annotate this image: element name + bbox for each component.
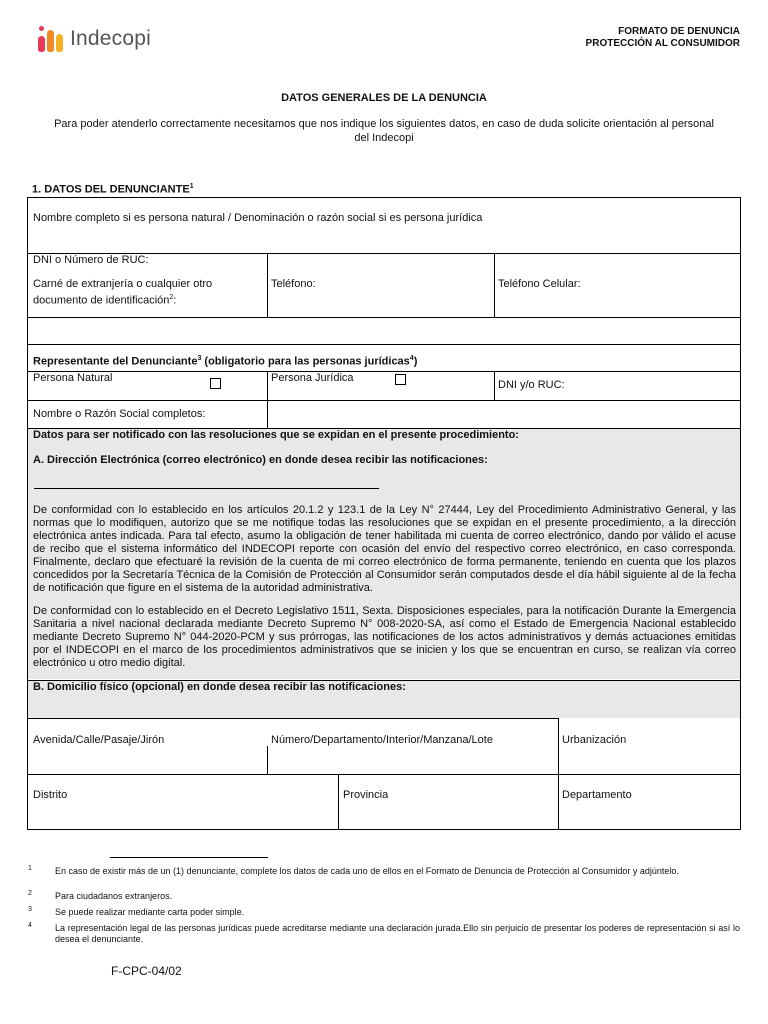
email-heading: A. Dirección Electrónica (correo electrónico) en donde desea recibir las notificaciones: [33,454,488,466]
legal-person-checkbox[interactable] [395,374,406,385]
province-field[interactable] [339,804,558,829]
rep-name-field[interactable] [268,401,740,428]
id-number-field[interactable] [28,318,740,344]
indecopi-logo-icon [38,26,66,52]
logo-text: Indecopi [70,27,151,50]
full-name-label: Nombre completo si es persona natural / Denominación o razón social si es persona jurídica [33,212,483,224]
representative-heading: Representante del Denunciante$^3$ (obligatorio para las personas jurídicas$^4$) [33,355,418,368]
section1-heading: 1. DATOS DEL DENUNCIANTE$^1$ [32,183,194,196]
number-field[interactable] [268,746,558,773]
province-label: Provincia [343,789,389,801]
street-label: Avenida/Calle/Pasaje/Jirón [33,734,165,746]
footnote-1: 1 En caso de existir más de un (1) denunciante, complete los datos de cada uno de ellos en el Formato de Denuncia de Protección al Consumidor y adjúntelo. [28,865,679,876]
legal-person-label: Persona Jurídica [271,372,354,384]
form-type-line1: FORMATO DE DENUNCIA [618,26,740,37]
department-label: Departamento [562,789,632,801]
natural-person-checkbox[interactable] [210,378,221,389]
urbanization-label: Urbanización [562,734,627,746]
email-field[interactable] [34,488,379,489]
department-field[interactable] [559,804,740,829]
emergency-notice-paragraph: De conformidad con lo establecido en el Decreto Legislativo 1511, Sexta. Disposiciones especiales, para la notificación Durante la Emergencia Sanitaria a nivel nacional declarada mediante Decreto Supremo N° 008-2020-SA, así como el Estado de Emergencia Nacional establecido mediante Decreto Supremo N° 044-2020-PCM y sus prórrogas, las notificaciones de los actos administrativos y demás actuaciones emitidas por el INDECOPI en el marco de los procedimientos administrativos que se inicien y los que se encuentran en curso, se realizan vía correo electrónico u otro medio digital. [33,605,736,669]
notification-heading: Datos para ser notificado con las resoluciones que se expidan en el presente procedimiento: [33,429,519,441]
dni-ruc-label: DNI y/o RUC: [498,379,565,391]
footnote-4: 4 La representación legal de las personas jurídicas puede acreditarse mediante una declaración jurada.Ello sin perjuicio de presentar los poderes de representación si así lo desea el denunciante. [28,922,740,944]
address-heading: B. Domicilio físico (opcional) en donde desea recibir las notificaciones: [33,681,406,693]
mobile-label: Teléfono Celular: [498,278,581,290]
street-field[interactable] [28,746,267,773]
foreign-id-label: Carné de extranjería o cualquier otro documento de identificación$^2$: [33,278,213,307]
form-code: F-CPC-04/02 [111,964,182,978]
district-label: Distrito [33,789,68,801]
district-field[interactable] [28,804,338,829]
footnote-separator [110,857,268,858]
phone-label: Teléfono: [271,278,316,290]
number-label: Número/Departamento/Interior/Manzana/Lote [271,734,493,746]
footnote-2: 2 Para ciudadanos extranjeros. [28,890,173,901]
intro-text: Para poder atenderlo correctamente necesitamos que nos indique los siguientes datos, en caso de duda solicite orientación al personal del Indecopi [54,118,714,144]
natural-person-label: Persona Natural [33,372,113,384]
email-consent-paragraph: De conformidad con lo establecido en los artículos 20.1.2 y 123.1 de la Ley N° 27444, Ley del Procedimiento Administrativo General, y las normas que lo modifiquen, autorizo que se me notifique todas las resoluciones que se expidan en el presente procedimiento, a la dirección electrónica antes indicada. Para tal efecto, asumo la obligación de tener habilitada mi cuenta de correo electrónico, dando por válido el acuse de recibo que el sistema informático del INDECOPI reporte con ocasión del envío del respectivo correo electrónico, en caso corresponda. Finalmente, declaro que efectuaré la revisión de la cuenta de mi correo electrónico de forma permanente, teniendo en cuenta que los plazos concedidos por la Secretaría Técnica de la Comisión de Protección al Consumidor serán computados desde el día hábil siguiente al de la fecha de notificación que figure en el sistema de la autoridad administrativa. [33,504,736,594]
footnote-3: 3 Se puede realizar mediante carta poder simple. [28,906,245,917]
page-title: DATOS GENERALES DE LA DENUNCIA [281,92,487,104]
dni-label: DNI o Número de RUC: [33,254,149,266]
indecopi-logo [38,26,151,52]
urbanization-field[interactable] [559,746,740,773]
mobile-field[interactable] [495,254,740,316]
rep-name-label: Nombre o Razón Social completos: [33,408,206,420]
form-type-line2: PROTECCIÓN AL CONSUMIDOR [585,38,740,49]
phone-field[interactable] [268,254,494,316]
complaint-form [27,197,741,830]
full-name-field[interactable] [28,226,740,252]
form-type-heading [586,26,740,50]
